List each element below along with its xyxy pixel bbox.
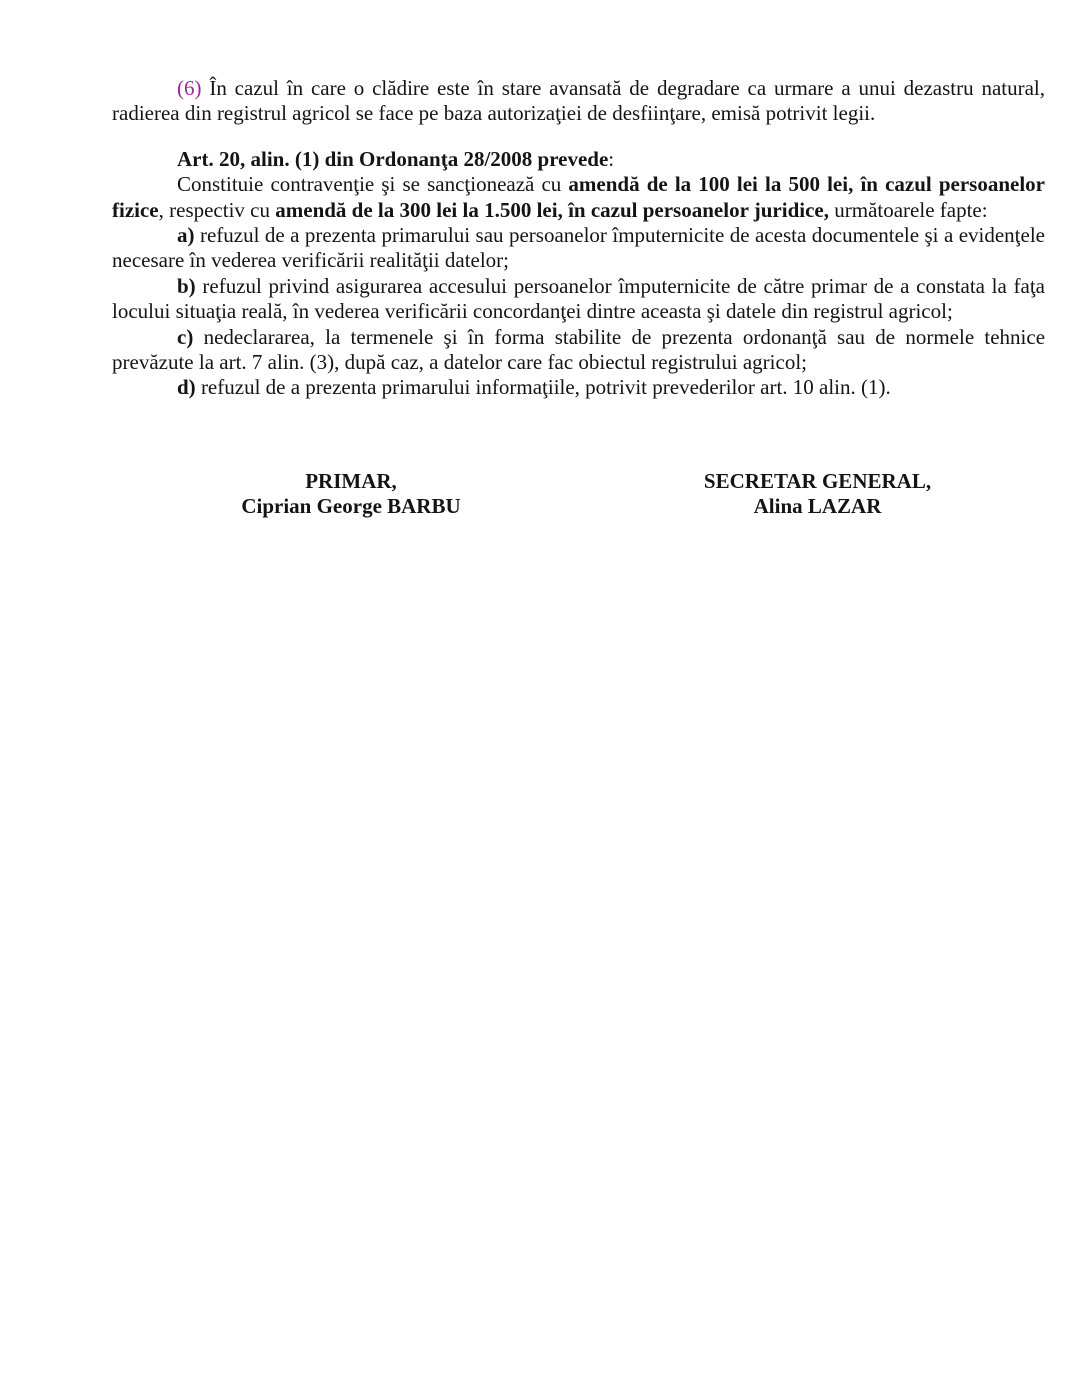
- signature-block: [112, 469, 1045, 520]
- item-a-label: a): [177, 223, 195, 248]
- intro-segment-regular: , respectiv cu: [158, 197, 270, 222]
- item-c: [112, 325, 1045, 376]
- item-d-label: d): [177, 375, 196, 400]
- item-c-text: nedeclararea, la termenele şi în forma stabilite de prezenta ordonanţă sau de normele tehnice prevăzute la art. 7 alin. (3), după caz, a datelor care fac obiectul registrului agricol;: [112, 324, 1046, 375]
- item-d-text: refuzul de a prezenta primarului informaţiile, potrivit prevederilor art. 10 alin. (1).: [200, 375, 891, 400]
- item-d: [112, 375, 1045, 400]
- signature-primar: [112, 469, 590, 520]
- signature-primar-name: Ciprian George BARBU: [241, 494, 461, 519]
- item-a: [112, 223, 1045, 274]
- art20-heading: [112, 147, 1045, 172]
- item-a-text: refuzul de a prezenta primarului sau persoanelor împuternicite de acesta documentele şi a evidenţele necesare în vederea verificării realităţii datelor;: [112, 223, 1045, 273]
- intro-segment-regular: următoarele fapte:: [834, 197, 988, 222]
- paragraph-6: [112, 76, 1045, 127]
- signature-secretar-title: SECRETAR GENERAL,: [703, 468, 932, 493]
- item-b-text: refuzul privind asigurarea accesului persoanelor împuternicite de către primar de a constata la faţa locului situaţia reală, în vederea verificării concordanţei dintre aceasta şi datele din registrul agricol;: [112, 273, 1046, 324]
- art20-heading-text: Art. 20, alin. (1) din Ordonanţa 28/2008 prevede: [177, 146, 609, 171]
- blank-line: [112, 127, 1045, 147]
- item-b: [112, 274, 1045, 325]
- art20-intro: [112, 172, 1045, 223]
- paragraph-6-text: În cazul în care o clădire este în stare avansată de degradare ca urmare a unui dezastru natural, radierea din registrul agricol se face pe baza autorizaţiei de desfiinţare, emisă potrivit legii.: [112, 76, 1045, 126]
- item-c-label: c): [177, 324, 194, 349]
- item-b-label: b): [177, 273, 196, 298]
- clause-number: (6): [177, 76, 202, 100]
- fine-amount-individuals: amendă de la 100 lei la 500 lei, în cazul persoanelor fizice: [112, 172, 1045, 222]
- fine-amount-legal-entities: amendă de la 300 lei la 1.500 lei, în cazul persoanelor juridice,: [275, 197, 829, 222]
- art20-heading-colon: :: [608, 146, 615, 171]
- signature-secretar: [590, 469, 1045, 520]
- signature-primar-title: PRIMAR,: [305, 468, 397, 493]
- intro-segment-regular: Constituie contravenţie şi se sancţionează cu: [177, 172, 562, 197]
- signature-secretar-name: Alina LAZAR: [753, 494, 882, 519]
